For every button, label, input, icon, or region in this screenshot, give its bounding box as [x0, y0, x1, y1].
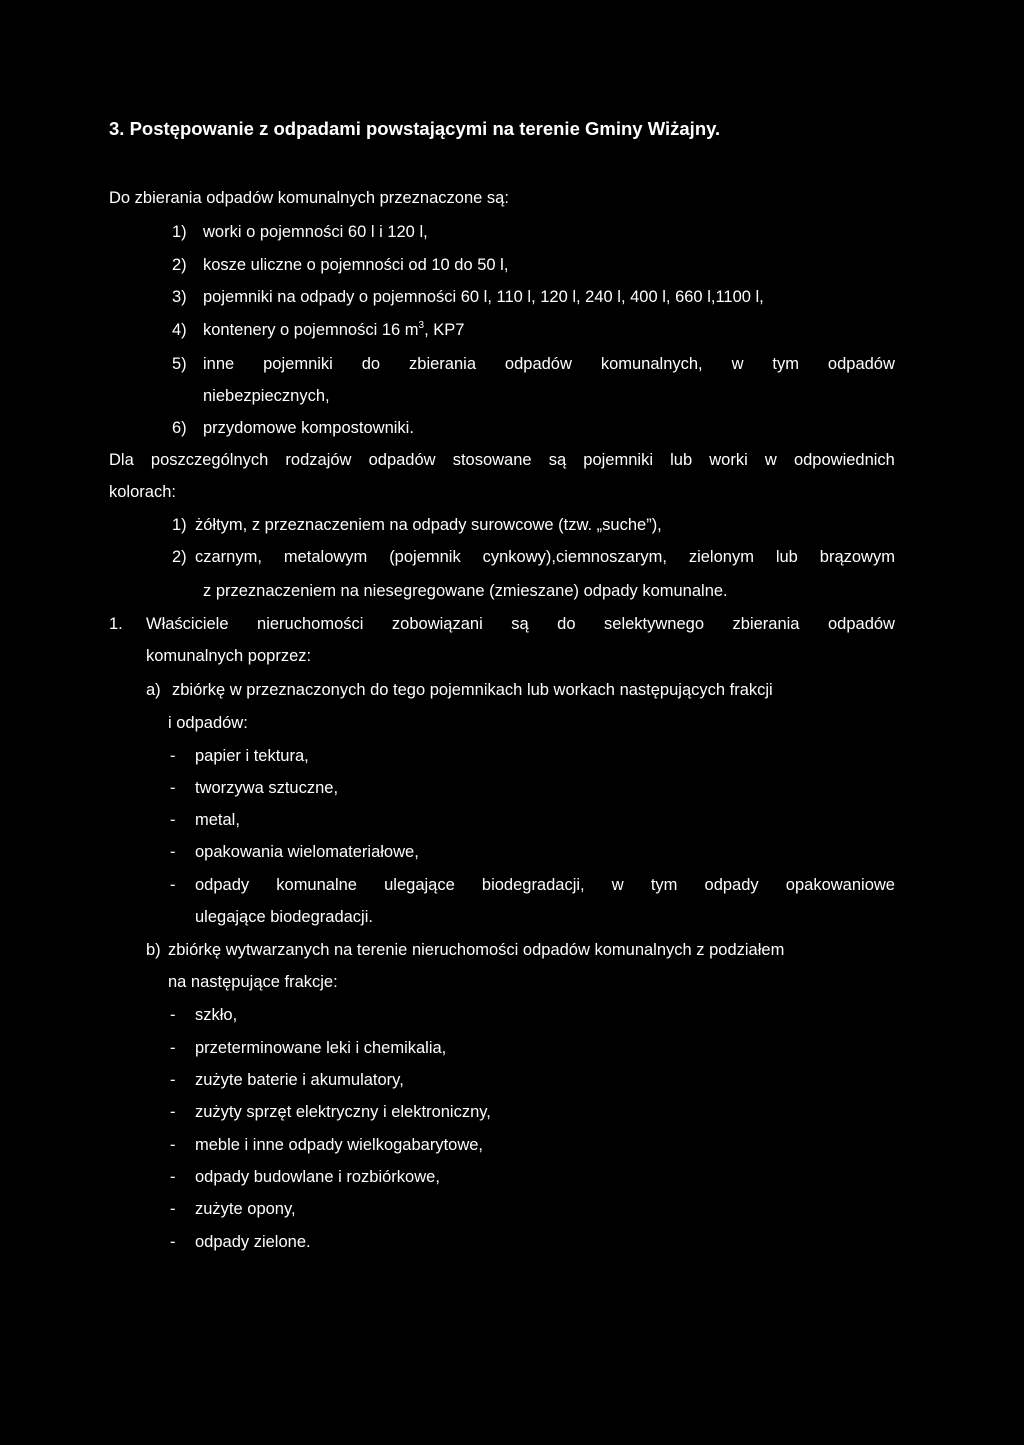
word: odpady	[704, 876, 759, 894]
word: do	[557, 615, 576, 633]
container-item-5-number: 5)	[172, 355, 187, 373]
word: Dla	[109, 451, 134, 469]
section-b-item: odpady budowlane i rozbiórkowe,	[195, 1168, 440, 1186]
color-item-1-number: 1)	[172, 516, 187, 534]
container-item-4-suffix: , KP7	[424, 321, 465, 339]
word: odpowiednich	[793, 451, 895, 469]
word: lub	[775, 548, 798, 566]
section-a-label: a)	[146, 681, 161, 699]
container-item-1: worki o pojemności 60 l i 120 l,	[203, 223, 428, 241]
word: tym	[772, 355, 799, 373]
section-b-item: meble i inne odpady wielkogabarytowe,	[195, 1136, 484, 1154]
word: zbierania	[732, 615, 800, 633]
section-b-continuation: na następujące frakcje:	[168, 973, 338, 991]
word: (pojemnik	[389, 548, 461, 566]
list-dash: -	[170, 1136, 176, 1154]
word: inne	[203, 355, 235, 373]
list-dash: -	[170, 1103, 176, 1121]
section-b-item: przeterminowane leki i chemikalia,	[195, 1039, 447, 1057]
list-dash: -	[170, 843, 176, 861]
word: metalowym	[283, 548, 368, 566]
list-dash: -	[170, 1006, 176, 1024]
word: odpadów	[504, 355, 572, 373]
section-b-text: zbiórkę wytwarzanych na terenie nieruchomości odpadów komunalnych z podziałem	[168, 941, 785, 959]
list-dash: -	[170, 779, 176, 797]
section-a-item-last-continuation: ulegające biodegradacji.	[195, 908, 373, 926]
section-b-item: szkło,	[195, 1006, 238, 1024]
word: pojemniki	[263, 355, 333, 373]
color-item-1: żółtym, z przeznaczeniem na odpady surowcowe (tzw. „suche”),	[195, 516, 662, 534]
container-item-2: kosze uliczne o pojemności od 10 do 50 l,	[203, 256, 509, 274]
container-item-6-number: 6)	[172, 419, 187, 437]
word: czarnym,	[195, 548, 262, 566]
word: poszczególnych	[150, 451, 269, 469]
word: komunalne	[276, 876, 357, 894]
section-a-item: opakowania wielomateriałowe,	[195, 843, 419, 861]
word: zielonym	[688, 548, 754, 566]
list-dash: -	[170, 1233, 176, 1251]
word: są	[511, 615, 529, 633]
container-item-4-text: kontenery o pojemności 16 m	[203, 321, 419, 339]
word: w	[611, 876, 624, 894]
word: są	[548, 451, 567, 469]
section-a-continuation: i odpadów:	[168, 714, 248, 732]
intro-paragraph: Do zbierania odpadów komunalnych przeznaczone są:	[109, 189, 509, 207]
colors-intro-paragraph	[109, 452, 895, 469]
list-dash: -	[170, 1168, 176, 1186]
color-item-2-continuation: z przeznaczeniem na niesegregowane (zmieszane) odpady komunalne.	[203, 582, 728, 600]
section-a-item-last	[195, 877, 895, 894]
word: do	[361, 355, 381, 373]
colors-intro-continuation: kolorach:	[109, 483, 176, 501]
section-a-item: metal,	[195, 811, 240, 829]
word: Właściciele	[146, 615, 229, 633]
superscript-cubic: 3	[418, 320, 425, 331]
container-item-6: przydomowe kompostowniki.	[203, 419, 414, 437]
word: ulegające	[384, 876, 455, 894]
obligation-paragraph	[146, 616, 895, 633]
word: w	[731, 355, 744, 373]
word: pojemniki	[583, 451, 653, 469]
word: zobowiązani	[391, 615, 483, 633]
color-item-2-number: 2)	[172, 548, 187, 566]
section-b-label: b)	[146, 941, 161, 959]
container-item-4-number: 4)	[172, 321, 187, 339]
word: cynkowy),ciemnoszarym,	[482, 548, 667, 566]
word: brązowym	[819, 548, 895, 566]
container-item-3: pojemniki na odpady o pojemności 60 l, 110 l, 120 l, 240 l, 400 l, 660 l,1100 l,	[203, 288, 764, 306]
section-b-item: zużyte baterie i akumulatory,	[195, 1071, 404, 1089]
word: odpadów	[827, 355, 895, 373]
container-item-4	[203, 322, 464, 339]
word: worki	[709, 451, 748, 469]
word: nieruchomości	[257, 615, 364, 633]
word: zbierania	[409, 355, 476, 373]
section-b-item: zużyte opony,	[195, 1200, 296, 1218]
word: w	[764, 451, 777, 469]
word: odpady	[195, 876, 250, 894]
list-dash: -	[170, 1071, 176, 1089]
list-dash: -	[170, 747, 176, 765]
word: lub	[670, 451, 693, 469]
word: komunalnych,	[600, 355, 703, 373]
section-a-item: tworzywa sztuczne,	[195, 779, 339, 797]
word: rodzajów	[285, 451, 352, 469]
container-item-5	[203, 356, 895, 373]
word: selektywnego	[604, 615, 705, 633]
color-item-2	[195, 549, 895, 566]
obligation-number: 1.	[109, 615, 123, 633]
word: odpadów	[368, 451, 436, 469]
obligation-continuation: komunalnych poprzez:	[146, 647, 312, 665]
word: odpadów	[827, 615, 895, 633]
section-b-item: zużyty sprzęt elektryczny i elektroniczny,	[195, 1103, 491, 1121]
word: stosowane	[452, 451, 532, 469]
section-heading: 3. Postępowanie z odpadami powstającymi na terenie Gminy Wiżajny.	[109, 118, 721, 139]
container-item-2-number: 2)	[172, 256, 187, 274]
list-dash: -	[170, 876, 176, 894]
container-item-5-continuation: niebezpiecznych,	[203, 387, 330, 405]
list-dash: -	[170, 1200, 176, 1218]
list-dash: -	[170, 1039, 176, 1057]
section-a-item: papier i tektura,	[195, 747, 309, 765]
word: biodegradacji,	[481, 876, 585, 894]
container-item-1-number: 1)	[172, 223, 187, 241]
word: tym	[650, 876, 678, 894]
section-a-text: zbiórkę w przeznaczonych do tego pojemnikach lub workach następujących frakcji	[172, 681, 773, 699]
section-b-item: odpady zielone.	[195, 1233, 311, 1251]
list-dash: -	[170, 811, 176, 829]
word: opakowaniowe	[785, 876, 895, 894]
container-item-3-number: 3)	[172, 288, 187, 306]
